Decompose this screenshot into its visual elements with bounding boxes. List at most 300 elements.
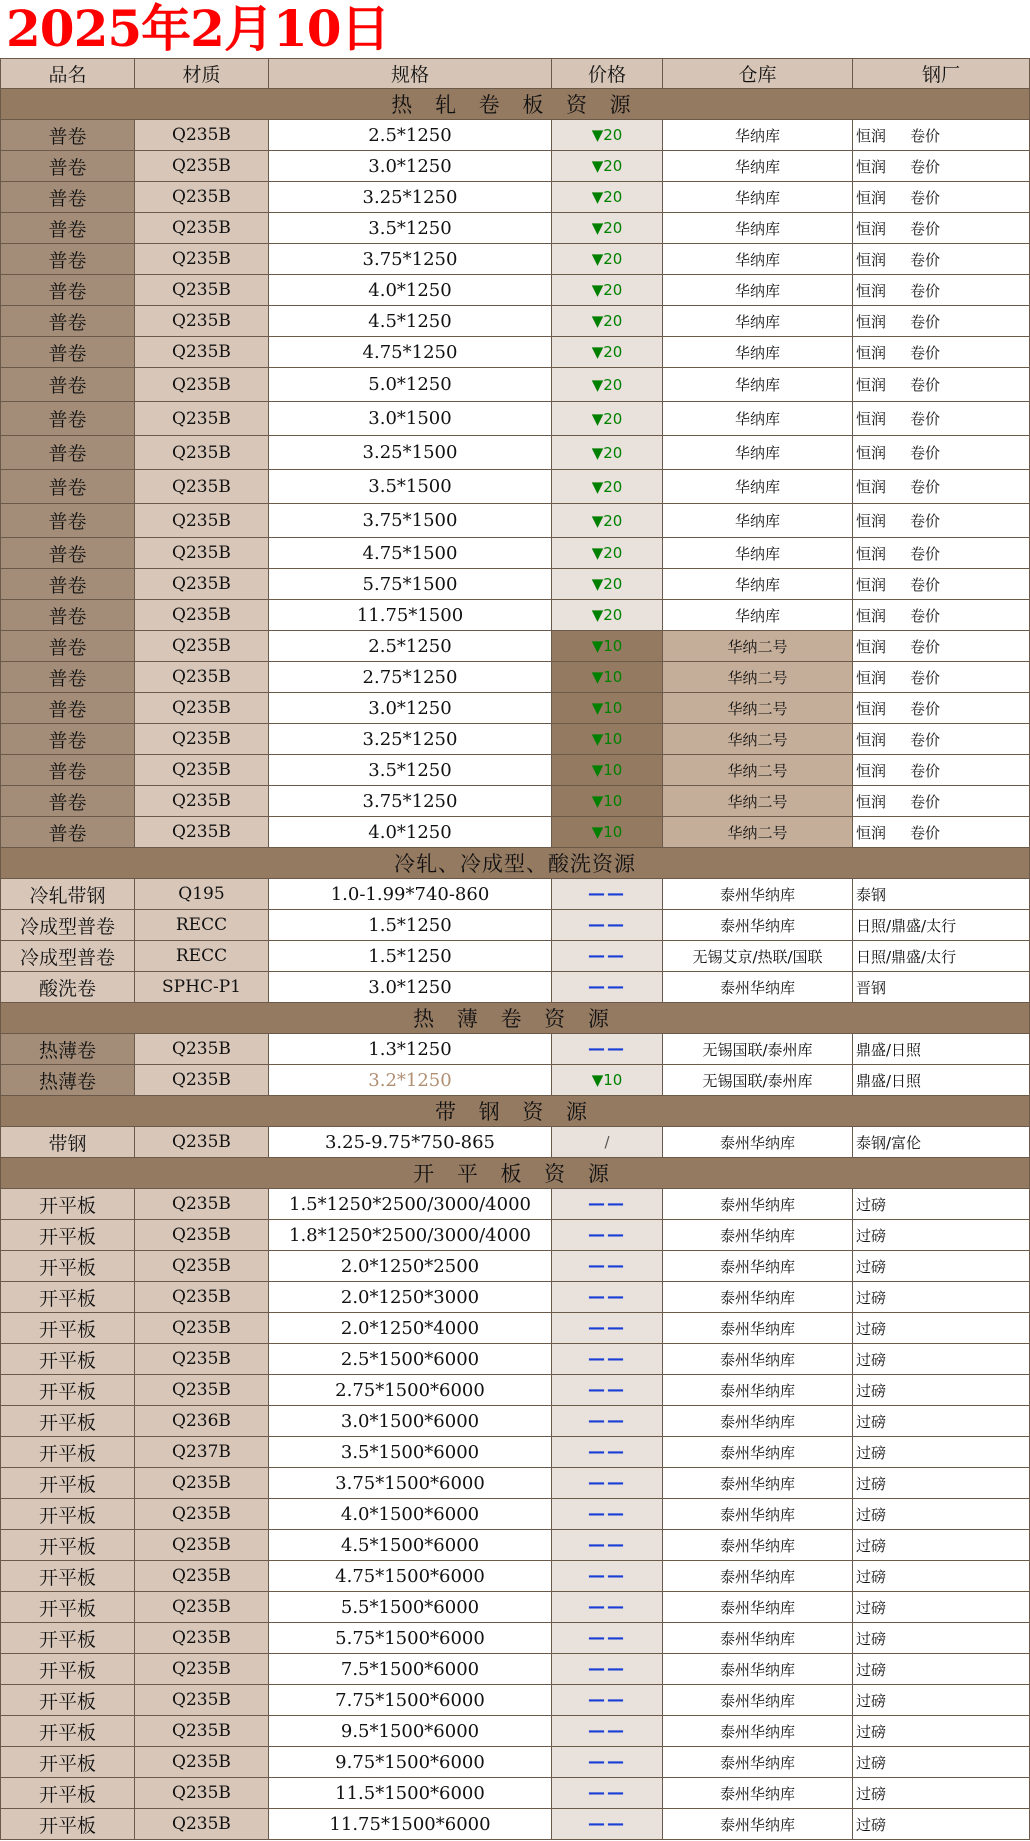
price-cell [552, 1220, 663, 1251]
price-cell [552, 213, 663, 244]
table-row [1, 662, 1030, 693]
material-cell: Q235B [135, 1313, 269, 1344]
mill-name: 恒润 [856, 343, 887, 362]
product-name-cell: 开平板 [1, 1592, 135, 1623]
material-cell: Q235B [135, 1065, 269, 1096]
material-cell: Q235B [135, 1685, 269, 1716]
price-dash-value: —— [588, 1256, 626, 1276]
warehouse-cell: 泰州华纳库 [663, 1313, 853, 1344]
product-name-cell: 开平板 [1, 1499, 135, 1530]
mill-note: 卷价 [910, 219, 941, 238]
spec-cell: 4.0*1500*6000 [269, 1499, 552, 1530]
price-cell [552, 1344, 663, 1375]
product-name-cell: 开平板 [1, 1747, 135, 1778]
warehouse-cell: 华纳库 [663, 504, 853, 538]
material-cell: Q235B [135, 693, 269, 724]
price-cell [552, 1251, 663, 1282]
table-row [1, 600, 1030, 631]
mill-name: 过磅 [856, 1505, 887, 1524]
table-row [1, 1406, 1030, 1437]
price-change-value: ▼10 [591, 761, 623, 779]
mill-name: 恒润 [856, 761, 887, 780]
material-cell: Q235B [135, 1127, 269, 1158]
spec-cell: 2.5*1500*6000 [269, 1344, 552, 1375]
table-row [1, 120, 1030, 151]
mill-note: 卷价 [910, 606, 941, 625]
mill-cell [853, 151, 1030, 182]
mill-cell [853, 1561, 1030, 1592]
spec-cell: 2.0*1250*3000 [269, 1282, 552, 1313]
price-cell [552, 1499, 663, 1530]
price-change-value: ▼20 [591, 126, 623, 144]
mill-name: 恒润 [856, 478, 887, 496]
material-cell: Q235B [135, 182, 269, 213]
mill-cell [853, 182, 1030, 213]
warehouse-cell: 华纳库 [663, 244, 853, 275]
product-name-cell: 普卷 [1, 569, 135, 600]
price-cell [552, 910, 663, 941]
table-row [1, 402, 1030, 436]
warehouse-cell: 泰州华纳库 [663, 1282, 853, 1313]
warehouse-cell: 华纳二号 [663, 662, 853, 693]
product-name-cell: 开平板 [1, 1685, 135, 1716]
table-row [1, 182, 1030, 213]
product-name-cell: 普卷 [1, 470, 135, 504]
price-cell [552, 1654, 663, 1685]
mill-cell [853, 1809, 1030, 1840]
spec-cell: 4.75*1250 [269, 337, 552, 368]
warehouse-cell: 泰州华纳库 [663, 1344, 853, 1375]
material-cell: Q235B [135, 244, 269, 275]
price-cell [552, 337, 663, 368]
material-cell: Q235B [135, 1375, 269, 1406]
table-row [1, 1747, 1030, 1778]
section-header-row [1, 1096, 1030, 1127]
material-cell: Q235B [135, 1561, 269, 1592]
product-name-cell: 普卷 [1, 368, 135, 402]
mill-cell [853, 910, 1030, 941]
mill-name: 恒润 [856, 512, 887, 530]
mill-note: 卷价 [910, 376, 941, 394]
mill-name: 恒润 [856, 637, 887, 656]
table-row [1, 275, 1030, 306]
product-name-cell: 开平板 [1, 1406, 135, 1437]
mill-cell [853, 1530, 1030, 1561]
price-cell [552, 879, 663, 910]
product-name-cell: 普卷 [1, 151, 135, 182]
warehouse-cell: 华纳二号 [663, 786, 853, 817]
price-change-value: ▼20 [591, 544, 623, 562]
column-header-spec: 规格 [269, 59, 552, 89]
material-cell: Q235B [135, 1189, 269, 1220]
price-change-value: ▼10 [591, 699, 623, 717]
product-name-cell: 普卷 [1, 600, 135, 631]
material-cell: Q235B [135, 1499, 269, 1530]
table-row [1, 337, 1030, 368]
price-dash-value: —— [588, 1690, 626, 1710]
table-row [1, 941, 1030, 972]
mill-cell [853, 817, 1030, 848]
mill-note: 卷价 [910, 730, 941, 749]
mill-cell [853, 1716, 1030, 1747]
price-cell [552, 1809, 663, 1840]
table-row [1, 972, 1030, 1003]
price-cell [552, 1530, 663, 1561]
spec-cell: 3.75*1500*6000 [269, 1468, 552, 1499]
spec-cell: 2.0*1250*4000 [269, 1313, 552, 1344]
material-cell: Q235B [135, 1716, 269, 1747]
warehouse-cell: 华纳库 [663, 306, 853, 337]
product-name-cell: 开平板 [1, 1313, 135, 1344]
mill-name: 恒润 [856, 730, 887, 749]
table-row [1, 817, 1030, 848]
warehouse-cell: 泰州华纳库 [663, 1499, 853, 1530]
mill-name: 恒润 [856, 668, 887, 687]
material-cell: Q235B [135, 1809, 269, 1840]
warehouse-cell: 华纳库 [663, 538, 853, 569]
price-cell [552, 306, 663, 337]
spec-cell: 5.75*1500*6000 [269, 1623, 552, 1654]
table-row [1, 368, 1030, 402]
price-cell [552, 470, 663, 504]
spec-cell: 3.0*1250 [269, 693, 552, 724]
price-change-value: ▼20 [591, 606, 623, 624]
warehouse-cell: 华纳二号 [663, 693, 853, 724]
product-name-cell: 热薄卷 [1, 1065, 135, 1096]
warehouse-cell: 华纳库 [663, 275, 853, 306]
price-dash-value: —— [588, 977, 626, 997]
material-cell: RECC [135, 941, 269, 972]
mill-name: 恒润 [856, 281, 887, 300]
mill-note: 卷价 [910, 668, 941, 687]
price-change-value: ▼20 [591, 157, 623, 175]
price-cell [552, 569, 663, 600]
price-dash-value: —— [588, 1380, 626, 1400]
table-header-row [1, 59, 1030, 89]
mill-name: 过磅 [856, 1598, 887, 1617]
material-cell: Q235B [135, 600, 269, 631]
column-header-name: 品名 [1, 59, 135, 89]
mill-cell [853, 436, 1030, 470]
price-cell [552, 1313, 663, 1344]
mill-name: 过磅 [856, 1412, 887, 1431]
product-name-cell: 开平板 [1, 1778, 135, 1809]
table-row [1, 213, 1030, 244]
material-cell: Q235B [135, 1592, 269, 1623]
spec-cell: 11.75*1500 [269, 600, 552, 631]
price-dash-value: —— [588, 1411, 626, 1431]
price-dash-value: —— [588, 1504, 626, 1524]
price-change-value: ▼10 [591, 1071, 623, 1089]
mill-note: 卷价 [910, 250, 941, 269]
mill-cell [853, 244, 1030, 275]
spec-cell: 3.0*1250 [269, 972, 552, 1003]
spec-cell: 11.75*1500*6000 [269, 1809, 552, 1840]
price-slash-value: / [604, 1133, 610, 1151]
price-cell [552, 693, 663, 724]
material-cell: Q235B [135, 538, 269, 569]
price-dash-value: —— [588, 1318, 626, 1338]
table-row [1, 1034, 1030, 1065]
material-cell: Q235B [135, 631, 269, 662]
mill-cell [853, 1251, 1030, 1282]
table-row [1, 1437, 1030, 1468]
price-change-value: ▼20 [591, 219, 623, 237]
price-dash-value: —— [588, 1752, 626, 1772]
material-cell: Q236B [135, 1406, 269, 1437]
product-name-cell: 开平板 [1, 1530, 135, 1561]
mill-cell [853, 972, 1030, 1003]
mill-name: 恒润 [856, 188, 887, 207]
product-name-cell: 热薄卷 [1, 1034, 135, 1065]
price-cell [552, 1375, 663, 1406]
table-row [1, 504, 1030, 538]
table-row [1, 1499, 1030, 1530]
material-cell: Q235B [135, 786, 269, 817]
mill-name: 恒润 [856, 792, 887, 811]
mill-cell [853, 1654, 1030, 1685]
price-cell [552, 1778, 663, 1809]
price-change-value: ▼20 [591, 511, 623, 530]
spec-cell: 4.5*1250 [269, 306, 552, 337]
price-cell [552, 402, 663, 436]
mill-cell [853, 755, 1030, 786]
mill-note: 卷价 [910, 478, 941, 496]
spec-cell: 1.8*1250*2500/3000/4000 [269, 1220, 552, 1251]
mill-cell [853, 1282, 1030, 1313]
price-change-value: ▼20 [591, 375, 623, 394]
warehouse-cell: 泰州华纳库 [663, 1592, 853, 1623]
warehouse-cell: 泰州华纳库 [663, 1654, 853, 1685]
spec-cell: 3.25-9.75*750-865 [269, 1127, 552, 1158]
mill-name: 恒润 [856, 157, 887, 176]
price-cell [552, 1127, 663, 1158]
warehouse-cell: 泰州华纳库 [663, 1623, 853, 1654]
warehouse-cell: 泰州华纳库 [663, 1530, 853, 1561]
mill-cell [853, 402, 1030, 436]
product-name-cell: 普卷 [1, 182, 135, 213]
material-cell: RECC [135, 910, 269, 941]
material-cell: Q235B [135, 569, 269, 600]
warehouse-cell: 华纳库 [663, 151, 853, 182]
table-row [1, 1561, 1030, 1592]
spec-cell: 7.75*1500*6000 [269, 1685, 552, 1716]
price-cell [552, 1468, 663, 1499]
mill-name: 过磅 [856, 1660, 887, 1679]
price-dash-value: —— [588, 1535, 626, 1555]
table-row [1, 1375, 1030, 1406]
mill-cell [853, 1499, 1030, 1530]
price-cell [552, 941, 663, 972]
product-name-cell: 普卷 [1, 306, 135, 337]
table-row [1, 1468, 1030, 1499]
mill-name: 过磅 [856, 1319, 887, 1338]
mill-cell [853, 306, 1030, 337]
price-change-value: ▼10 [591, 792, 623, 810]
product-name-cell: 普卷 [1, 244, 135, 275]
table-row [1, 693, 1030, 724]
price-dash-value: —— [588, 1566, 626, 1586]
price-cell [552, 817, 663, 848]
price-cell [552, 631, 663, 662]
spec-cell: 4.5*1500*6000 [269, 1530, 552, 1561]
table-row [1, 1344, 1030, 1375]
mill-note: 卷价 [910, 699, 941, 718]
price-cell [552, 1623, 663, 1654]
warehouse-cell: 泰州华纳库 [663, 1220, 853, 1251]
material-cell: Q237B [135, 1437, 269, 1468]
mill-cell [853, 1065, 1030, 1096]
price-dash-value: —— [588, 1287, 626, 1307]
mill-name: 恒润 [856, 575, 887, 594]
table-row [1, 786, 1030, 817]
product-name-cell: 开平板 [1, 1375, 135, 1406]
material-cell: Q235B [135, 213, 269, 244]
mill-name: 过磅 [856, 1474, 887, 1493]
material-cell: Q235B [135, 275, 269, 306]
table-row [1, 1592, 1030, 1623]
warehouse-cell: 泰州华纳库 [663, 1747, 853, 1778]
product-name-cell: 带钢 [1, 1127, 135, 1158]
warehouse-cell: 泰州华纳库 [663, 1375, 853, 1406]
table-row [1, 1778, 1030, 1809]
mill-cell [853, 120, 1030, 151]
product-name-cell: 开平板 [1, 1623, 135, 1654]
spec-cell: 3.25*1250 [269, 724, 552, 755]
mill-name: 日照/鼎盛/太行 [856, 947, 957, 966]
material-cell: Q235B [135, 1747, 269, 1778]
warehouse-cell: 泰州华纳库 [663, 879, 853, 910]
mill-name: 过磅 [856, 1567, 887, 1586]
price-cell [552, 275, 663, 306]
table-row [1, 1623, 1030, 1654]
product-name-cell: 普卷 [1, 755, 135, 786]
material-cell: Q235B [135, 402, 269, 436]
product-name-cell: 酸洗卷 [1, 972, 135, 1003]
mill-name: 过磅 [856, 1350, 887, 1369]
spec-cell: 1.0-1.99*740-860 [269, 879, 552, 910]
material-cell: Q235B [135, 1623, 269, 1654]
price-dash-value: —— [588, 884, 626, 904]
mill-cell [853, 1747, 1030, 1778]
warehouse-cell: 泰州华纳库 [663, 1561, 853, 1592]
mill-name: 过磅 [856, 1753, 887, 1772]
mill-cell [853, 1592, 1030, 1623]
spec-cell: 3.75*1250 [269, 786, 552, 817]
mill-cell [853, 1406, 1030, 1437]
table-row [1, 436, 1030, 470]
product-name-cell: 开平板 [1, 1344, 135, 1375]
mill-cell [853, 1685, 1030, 1716]
price-cell [552, 786, 663, 817]
spec-cell: 1.5*1250 [269, 910, 552, 941]
spec-cell: 3.25*1500 [269, 436, 552, 470]
product-name-cell: 普卷 [1, 693, 135, 724]
spec-cell: 3.2*1250 [269, 1065, 552, 1096]
material-cell: Q235B [135, 306, 269, 337]
table-row [1, 879, 1030, 910]
spec-cell: 4.75*1500*6000 [269, 1561, 552, 1592]
price-change-value: ▼20 [591, 188, 623, 206]
product-name-cell: 开平板 [1, 1561, 135, 1592]
mill-note: 卷价 [910, 575, 941, 594]
material-cell: Q235B [135, 1282, 269, 1313]
product-name-cell: 普卷 [1, 275, 135, 306]
mill-name: 恒润 [856, 606, 887, 625]
spec-cell: 3.5*1250 [269, 213, 552, 244]
mill-cell [853, 941, 1030, 972]
warehouse-cell: 华纳库 [663, 600, 853, 631]
product-name-cell: 开平板 [1, 1220, 135, 1251]
price-change-value: ▼10 [591, 668, 623, 686]
table-row [1, 755, 1030, 786]
warehouse-cell: 华纳库 [663, 213, 853, 244]
product-name-cell: 普卷 [1, 337, 135, 368]
product-name-cell: 冷成型普卷 [1, 941, 135, 972]
warehouse-cell: 泰州华纳库 [663, 910, 853, 941]
price-cell [552, 182, 663, 213]
mill-note: 卷价 [910, 444, 941, 462]
spec-cell: 3.5*1250 [269, 755, 552, 786]
material-cell: Q235B [135, 662, 269, 693]
warehouse-cell: 泰州华纳库 [663, 1468, 853, 1499]
mill-cell [853, 1344, 1030, 1375]
spec-cell: 2.75*1250 [269, 662, 552, 693]
price-dash-value: —— [588, 1659, 626, 1679]
mill-cell [853, 1778, 1030, 1809]
warehouse-cell: 华纳二号 [663, 817, 853, 848]
mill-note: 卷价 [910, 792, 941, 811]
price-cell [552, 1189, 663, 1220]
mill-note: 卷价 [910, 281, 941, 300]
mill-cell [853, 1127, 1030, 1158]
price-cell [552, 1561, 663, 1592]
mill-name: 过磅 [856, 1257, 887, 1276]
mill-name: 过磅 [856, 1226, 887, 1245]
mill-cell [853, 470, 1030, 504]
spec-cell: 7.5*1500*6000 [269, 1654, 552, 1685]
mill-name: 过磅 [856, 1815, 887, 1834]
table-row [1, 1685, 1030, 1716]
spec-cell: 1.5*1250 [269, 941, 552, 972]
price-change-value: ▼20 [591, 312, 623, 330]
table-row [1, 306, 1030, 337]
price-table [0, 58, 1030, 1840]
product-name-cell: 普卷 [1, 504, 135, 538]
mill-name: 过磅 [856, 1443, 887, 1462]
warehouse-cell: 无锡国联/泰州库 [663, 1034, 853, 1065]
table-row [1, 724, 1030, 755]
spec-cell: 2.75*1500*6000 [269, 1375, 552, 1406]
mill-name: 过磅 [856, 1722, 887, 1741]
material-cell: Q235B [135, 368, 269, 402]
section-title: 冷轧、冷成型、酸洗资源 [1, 848, 1030, 879]
mill-note: 卷价 [910, 343, 941, 362]
mill-cell [853, 1437, 1030, 1468]
mill-name: 恒润 [856, 444, 887, 462]
material-cell: Q235B [135, 120, 269, 151]
material-cell: Q235B [135, 151, 269, 182]
spec-cell: 5.75*1500 [269, 569, 552, 600]
table-row [1, 470, 1030, 504]
mill-note: 卷价 [910, 761, 941, 780]
warehouse-cell: 华纳二号 [663, 724, 853, 755]
mill-name: 泰钢/富伦 [856, 1133, 922, 1152]
price-cell [552, 504, 663, 538]
price-cell [552, 1747, 663, 1778]
mill-name: 恒润 [856, 126, 887, 145]
price-cell [552, 1685, 663, 1716]
